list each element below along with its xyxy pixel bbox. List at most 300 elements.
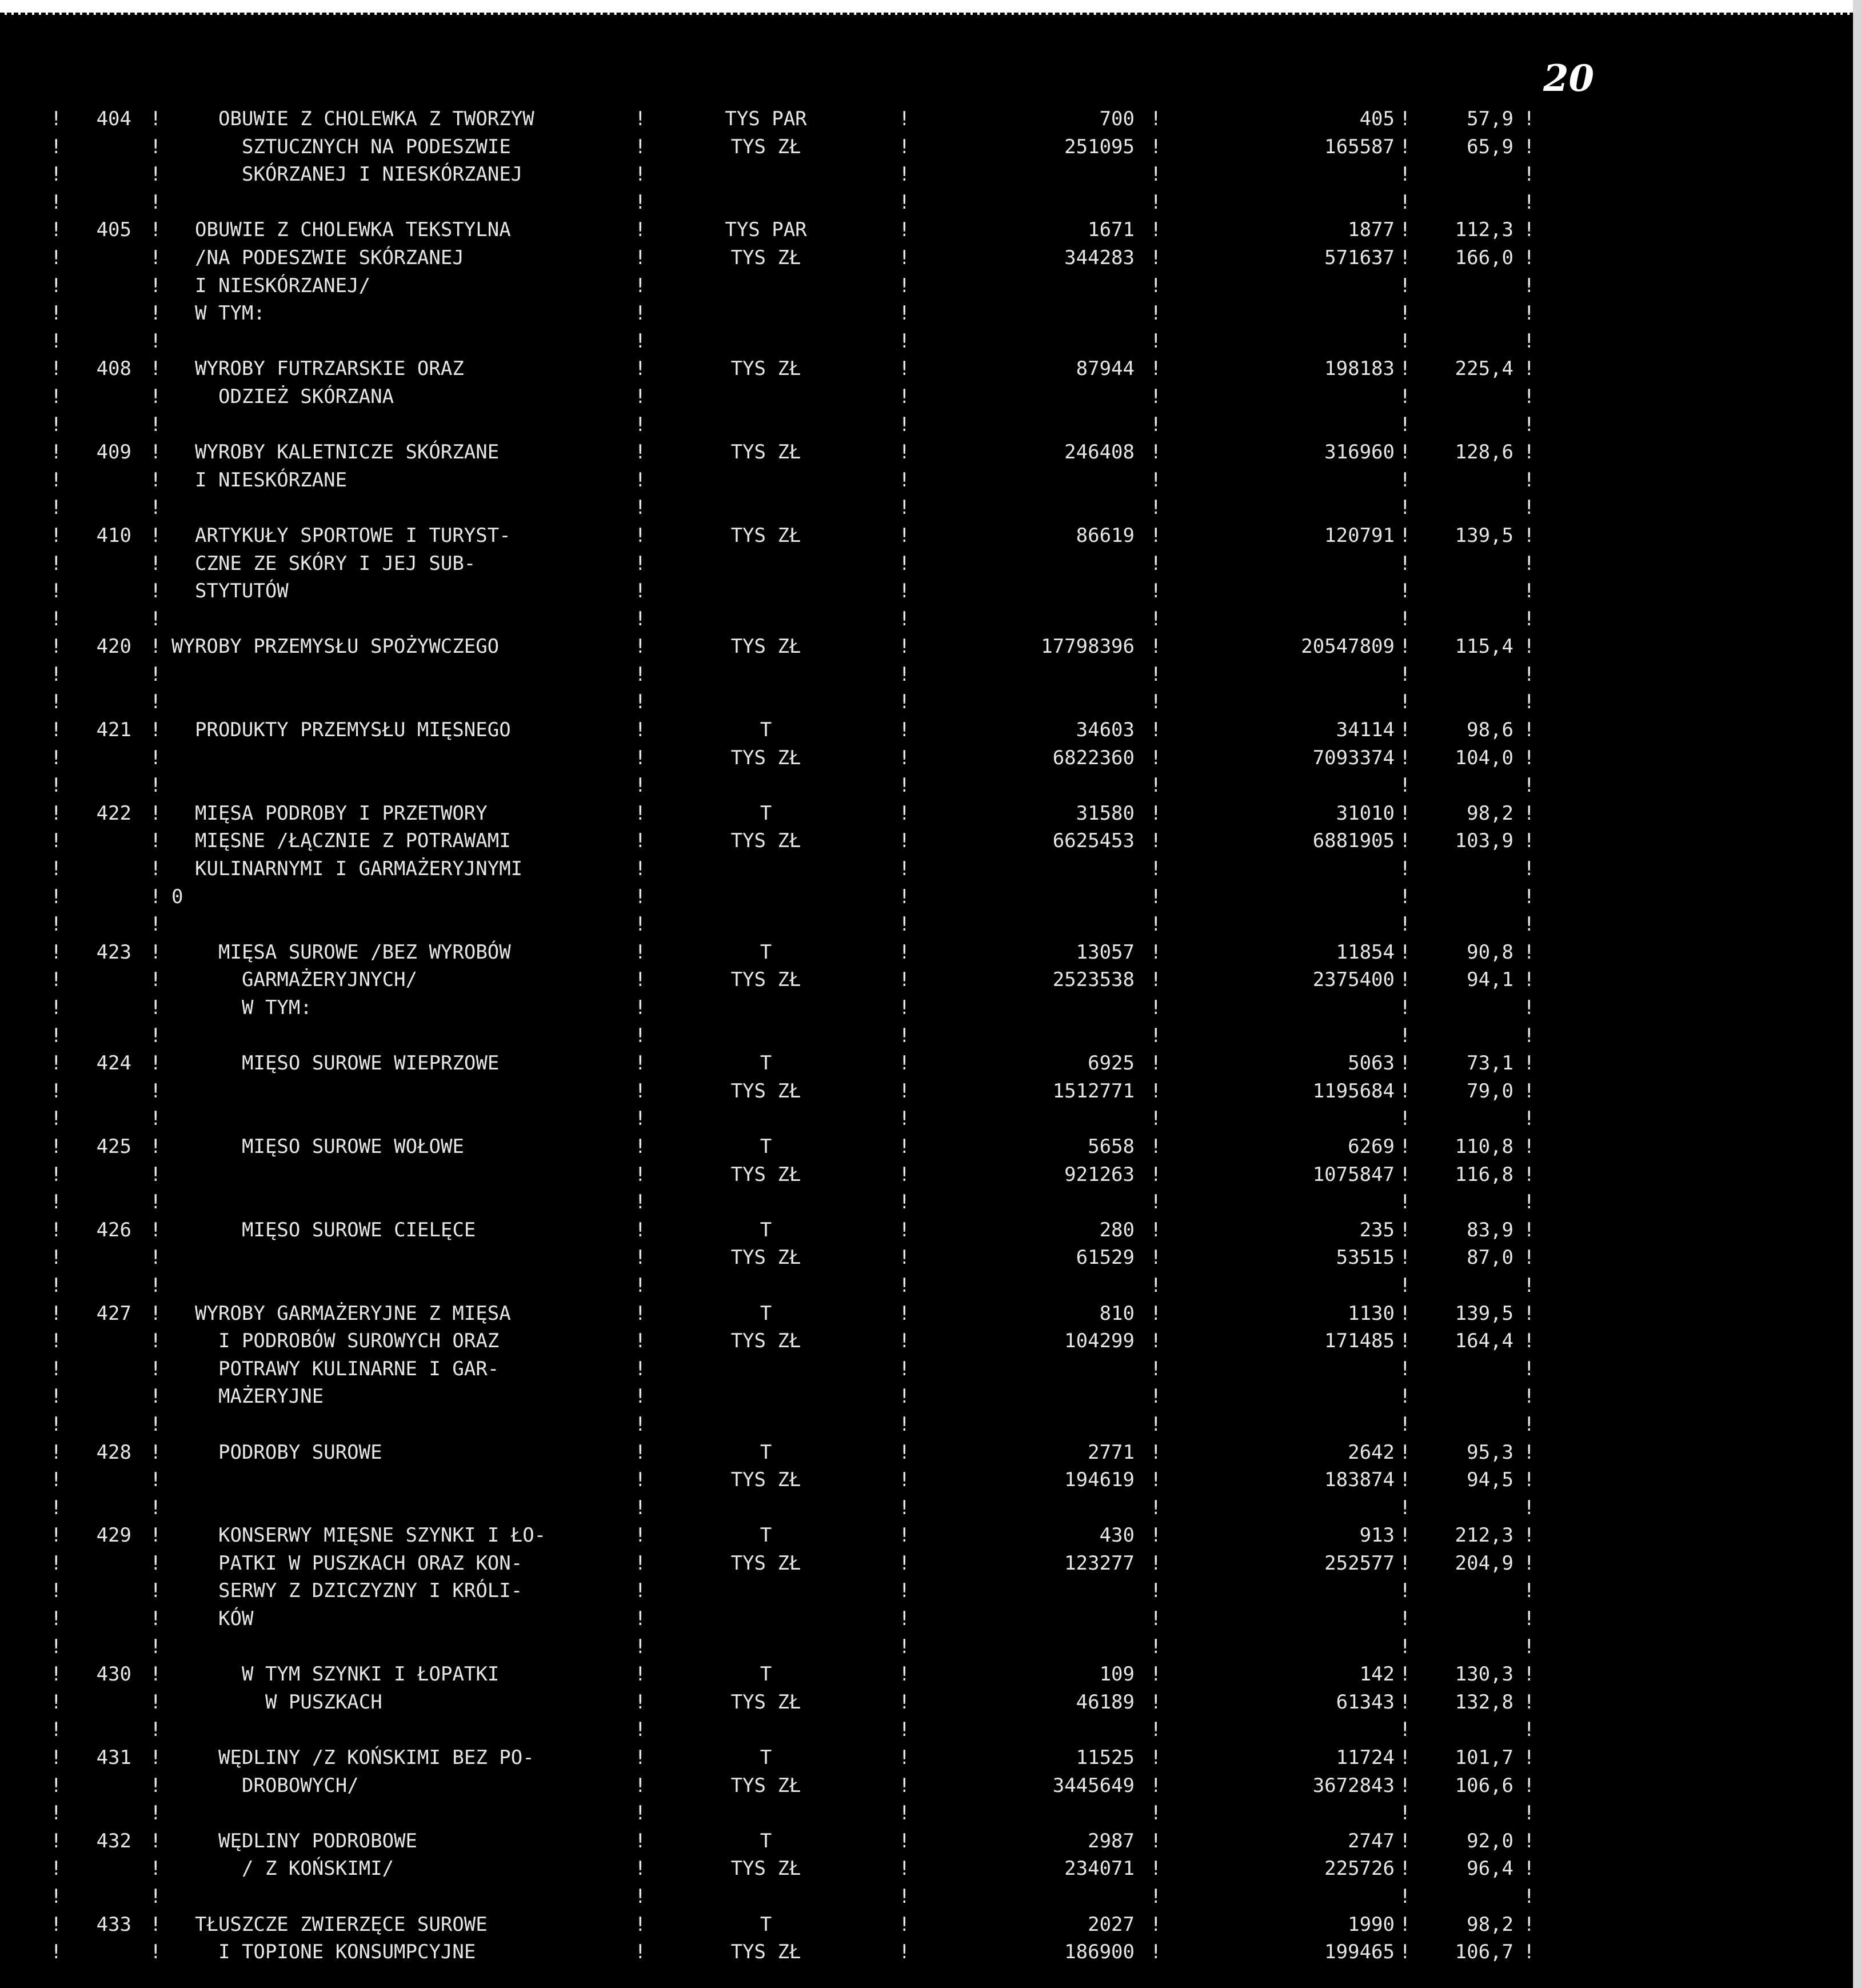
value-current: 2375400 bbox=[1312, 968, 1395, 992]
value-current: 2642 bbox=[1348, 1440, 1395, 1464]
column-separator: ! bbox=[50, 1663, 62, 1686]
unit-of-measure: T bbox=[760, 1524, 772, 1547]
column-separator: ! bbox=[634, 441, 646, 464]
column-separator: ! bbox=[1399, 1246, 1411, 1270]
column-separator: ! bbox=[634, 1246, 646, 1270]
value-previous: 61529 bbox=[1076, 1246, 1135, 1270]
column-separator: ! bbox=[1150, 385, 1162, 408]
value-current: 571637 bbox=[1324, 246, 1395, 269]
column-separator: ! bbox=[634, 774, 646, 797]
unit-of-measure: T bbox=[760, 1913, 772, 1936]
column-separator: ! bbox=[50, 163, 62, 186]
index-percent: 94,1 bbox=[1467, 968, 1513, 992]
column-separator: ! bbox=[50, 1246, 62, 1270]
column-separator: ! bbox=[1399, 1774, 1411, 1797]
unit-of-measure: TYS ZŁ bbox=[730, 1079, 801, 1103]
value-current: 316960 bbox=[1324, 441, 1395, 464]
column-separator: ! bbox=[150, 829, 162, 853]
index-percent: 73,1 bbox=[1467, 1052, 1513, 1075]
column-separator: ! bbox=[1399, 1107, 1411, 1131]
table-row bbox=[0, 411, 1555, 439]
table-row bbox=[0, 1355, 1555, 1383]
column-separator: ! bbox=[50, 1913, 62, 1936]
column-separator: ! bbox=[898, 1468, 910, 1492]
table-row bbox=[0, 994, 1555, 1022]
column-separator: ! bbox=[50, 524, 62, 547]
table-row bbox=[0, 466, 1555, 494]
column-separator: ! bbox=[1523, 1052, 1535, 1075]
value-current: 1075847 bbox=[1312, 1163, 1395, 1186]
table-row bbox=[0, 1744, 1555, 1772]
column-separator: ! bbox=[1523, 1579, 1535, 1603]
column-separator: ! bbox=[1399, 468, 1411, 492]
column-separator: ! bbox=[1399, 662, 1411, 686]
column-separator: ! bbox=[634, 1274, 646, 1297]
value-current: 405 bbox=[1359, 107, 1395, 130]
column-separator: ! bbox=[50, 801, 62, 825]
index-percent: 90,8 bbox=[1467, 940, 1513, 964]
value-current: 252577 bbox=[1324, 1551, 1395, 1575]
column-separator: ! bbox=[1399, 1052, 1411, 1075]
column-separator: ! bbox=[634, 1330, 646, 1353]
column-separator: ! bbox=[1150, 1690, 1162, 1714]
column-separator: ! bbox=[1523, 1718, 1535, 1742]
column-separator: ! bbox=[1150, 829, 1162, 853]
value-previous: 700 bbox=[1099, 107, 1135, 130]
item-number: 425 bbox=[96, 1135, 131, 1158]
unit-of-measure: TYS ZŁ bbox=[730, 524, 801, 547]
column-separator: ! bbox=[50, 1524, 62, 1547]
page-top-edge bbox=[0, 0, 1861, 15]
unit-of-measure: T bbox=[760, 718, 772, 742]
item-name: WYROBY FUTRZARSKIE ORAZ bbox=[195, 357, 464, 381]
column-separator: ! bbox=[898, 1829, 910, 1853]
table-row bbox=[0, 716, 1555, 744]
column-separator: ! bbox=[898, 607, 910, 630]
item-name: W TYM SZYNKI I ŁOPATKI bbox=[242, 1663, 500, 1686]
column-separator: ! bbox=[1523, 1246, 1535, 1270]
unit-of-measure: TYS ZŁ bbox=[730, 1468, 801, 1492]
column-separator: ! bbox=[634, 135, 646, 158]
value-current: 1990 bbox=[1348, 1913, 1395, 1936]
column-separator: ! bbox=[634, 1829, 646, 1853]
column-separator: ! bbox=[150, 1607, 162, 1631]
column-separator: ! bbox=[1523, 302, 1535, 325]
column-separator: ! bbox=[1399, 552, 1411, 575]
column-separator: ! bbox=[1150, 1524, 1162, 1547]
column-separator: ! bbox=[150, 718, 162, 742]
column-separator: ! bbox=[150, 1357, 162, 1380]
column-separator: ! bbox=[1523, 385, 1535, 408]
column-separator: ! bbox=[1150, 1079, 1162, 1103]
column-separator: ! bbox=[1150, 1885, 1162, 1908]
table-row bbox=[0, 550, 1555, 578]
column-separator: ! bbox=[1399, 801, 1411, 825]
column-separator: ! bbox=[898, 218, 910, 242]
column-separator: ! bbox=[1523, 1385, 1535, 1408]
column-separator: ! bbox=[1523, 1829, 1535, 1853]
column-separator: ! bbox=[1399, 1412, 1411, 1436]
column-separator: ! bbox=[898, 885, 910, 908]
table-row bbox=[0, 1883, 1555, 1911]
item-number: 405 bbox=[96, 218, 131, 242]
value-current: 199465 bbox=[1324, 1941, 1395, 1964]
unit-of-measure: TYS ZŁ bbox=[730, 1163, 801, 1186]
column-separator: ! bbox=[898, 718, 910, 742]
column-separator: ! bbox=[50, 1163, 62, 1186]
column-separator: ! bbox=[898, 1191, 910, 1214]
column-separator: ! bbox=[1523, 329, 1535, 353]
table-row bbox=[0, 1244, 1555, 1272]
table-row bbox=[0, 1550, 1555, 1578]
column-separator: ! bbox=[50, 190, 62, 214]
column-separator: ! bbox=[634, 357, 646, 381]
column-separator: ! bbox=[634, 968, 646, 992]
index-percent: 130,3 bbox=[1455, 1663, 1513, 1686]
column-separator: ! bbox=[1150, 913, 1162, 936]
value-previous: 1512771 bbox=[1052, 1079, 1135, 1103]
table-row bbox=[0, 772, 1555, 800]
column-separator: ! bbox=[1399, 718, 1411, 742]
column-separator: ! bbox=[1150, 1607, 1162, 1631]
column-separator: ! bbox=[50, 218, 62, 242]
value-previous: 186900 bbox=[1064, 1941, 1135, 1964]
value-previous: 5658 bbox=[1088, 1135, 1135, 1158]
column-separator: ! bbox=[1399, 1829, 1411, 1853]
column-separator: ! bbox=[50, 996, 62, 1019]
column-separator: ! bbox=[1523, 107, 1535, 130]
column-separator: ! bbox=[898, 496, 910, 520]
table-row bbox=[0, 1188, 1555, 1216]
column-separator: ! bbox=[150, 274, 162, 297]
item-name: MIĘSA PODROBY I PRZETWORY bbox=[195, 801, 488, 825]
table-row bbox=[0, 855, 1555, 883]
column-separator: ! bbox=[898, 413, 910, 436]
item-name: MIĘSO SUROWE WOŁOWE bbox=[242, 1135, 464, 1158]
column-separator: ! bbox=[1150, 1635, 1162, 1658]
column-separator: ! bbox=[150, 1857, 162, 1881]
column-separator: ! bbox=[1150, 329, 1162, 353]
column-separator: ! bbox=[1399, 441, 1411, 464]
column-separator: ! bbox=[50, 1635, 62, 1658]
item-name: PATKI W PUSZKACH ORAZ KON- bbox=[218, 1551, 523, 1575]
column-separator: ! bbox=[1399, 1857, 1411, 1881]
value-previous: 123277 bbox=[1064, 1551, 1135, 1575]
column-separator: ! bbox=[634, 1412, 646, 1436]
column-separator: ! bbox=[50, 302, 62, 325]
column-separator: ! bbox=[898, 1079, 910, 1103]
column-separator: ! bbox=[50, 774, 62, 797]
column-separator: ! bbox=[1150, 1163, 1162, 1186]
column-separator: ! bbox=[898, 801, 910, 825]
item-name: W TYM: bbox=[242, 996, 312, 1019]
item-name: 0 bbox=[171, 885, 183, 908]
column-separator: ! bbox=[898, 1274, 910, 1297]
column-separator: ! bbox=[634, 1163, 646, 1186]
column-separator: ! bbox=[1523, 274, 1535, 297]
column-separator: ! bbox=[1150, 718, 1162, 742]
table-row bbox=[0, 1605, 1555, 1633]
column-separator: ! bbox=[1150, 1330, 1162, 1353]
value-current: 11854 bbox=[1336, 940, 1395, 964]
column-separator: ! bbox=[634, 1524, 646, 1547]
index-percent: 128,6 bbox=[1455, 441, 1513, 464]
column-separator: ! bbox=[50, 1107, 62, 1131]
value-current: 34114 bbox=[1336, 718, 1395, 742]
column-separator: ! bbox=[634, 1440, 646, 1464]
value-previous: 2987 bbox=[1088, 1829, 1135, 1853]
item-number: 423 bbox=[96, 940, 131, 964]
unit-of-measure: T bbox=[760, 1302, 772, 1325]
column-separator: ! bbox=[1523, 774, 1535, 797]
column-separator: ! bbox=[634, 1079, 646, 1103]
column-separator: ! bbox=[898, 1052, 910, 1075]
column-separator: ! bbox=[1523, 968, 1535, 992]
item-name: GARMAŻERYJNYCH/ bbox=[242, 968, 418, 992]
column-separator: ! bbox=[150, 107, 162, 130]
column-separator: ! bbox=[1523, 1107, 1535, 1131]
column-separator: ! bbox=[150, 913, 162, 936]
column-separator: ! bbox=[150, 1885, 162, 1908]
column-separator: ! bbox=[150, 774, 162, 797]
column-separator: ! bbox=[1150, 968, 1162, 992]
column-separator: ! bbox=[1523, 1191, 1535, 1214]
item-number: 432 bbox=[96, 1829, 131, 1853]
column-separator: ! bbox=[634, 940, 646, 964]
column-separator: ! bbox=[898, 357, 910, 381]
value-current: 11724 bbox=[1336, 1746, 1395, 1770]
item-number: 404 bbox=[96, 107, 131, 130]
value-previous: 13057 bbox=[1076, 940, 1135, 964]
column-separator: ! bbox=[898, 1579, 910, 1603]
item-name: I PODROBÓW SUROWYCH ORAZ bbox=[218, 1330, 500, 1353]
column-separator: ! bbox=[150, 1579, 162, 1603]
item-name: I TOPIONE KONSUMPCYJNE bbox=[218, 1941, 476, 1964]
column-separator: ! bbox=[1399, 190, 1411, 214]
column-separator: ! bbox=[634, 1107, 646, 1131]
column-separator: ! bbox=[1150, 496, 1162, 520]
column-separator: ! bbox=[1399, 635, 1411, 658]
column-separator: ! bbox=[150, 1052, 162, 1075]
column-separator: ! bbox=[1150, 1107, 1162, 1131]
column-separator: ! bbox=[1523, 246, 1535, 269]
table-row bbox=[0, 1522, 1555, 1550]
column-separator: ! bbox=[898, 1690, 910, 1714]
column-separator: ! bbox=[50, 1357, 62, 1380]
item-number: 430 bbox=[96, 1663, 131, 1686]
value-previous: 280 bbox=[1099, 1218, 1135, 1241]
column-separator: ! bbox=[1150, 857, 1162, 881]
item-name: ODZIEŻ SKÓRZANA bbox=[218, 385, 394, 408]
column-separator: ! bbox=[50, 1885, 62, 1908]
column-separator: ! bbox=[898, 302, 910, 325]
item-number: 428 bbox=[96, 1440, 131, 1464]
index-percent: 98,6 bbox=[1467, 718, 1513, 742]
column-separator: ! bbox=[50, 357, 62, 381]
column-separator: ! bbox=[1523, 1218, 1535, 1241]
column-separator: ! bbox=[1399, 746, 1411, 769]
index-percent: 104,0 bbox=[1455, 746, 1513, 769]
column-separator: ! bbox=[1523, 1607, 1535, 1631]
column-separator: ! bbox=[1523, 829, 1535, 853]
column-separator: ! bbox=[1399, 1579, 1411, 1603]
column-separator: ! bbox=[50, 857, 62, 881]
column-separator: ! bbox=[1150, 107, 1162, 130]
column-separator: ! bbox=[1523, 1913, 1535, 1936]
item-name: WĘDLINY /Z KOŃSKIMI BEZ PO- bbox=[218, 1746, 534, 1770]
item-name: OBUWIE Z CHOLEWKA Z TWORZYW bbox=[218, 107, 534, 130]
table-row bbox=[0, 1272, 1555, 1300]
column-separator: ! bbox=[634, 329, 646, 353]
column-separator: ! bbox=[50, 441, 62, 464]
value-previous: 31580 bbox=[1076, 801, 1135, 825]
column-separator: ! bbox=[50, 580, 62, 603]
column-separator: ! bbox=[634, 1635, 646, 1658]
column-separator: ! bbox=[50, 913, 62, 936]
value-previous: 2771 bbox=[1088, 1440, 1135, 1464]
value-current: 6269 bbox=[1348, 1135, 1395, 1158]
column-separator: ! bbox=[150, 968, 162, 992]
column-separator: ! bbox=[634, 496, 646, 520]
column-separator: ! bbox=[634, 1913, 646, 1936]
index-percent: 98,2 bbox=[1467, 1913, 1513, 1936]
column-separator: ! bbox=[1150, 1024, 1162, 1047]
column-separator: ! bbox=[898, 1024, 910, 1047]
column-separator: ! bbox=[1523, 1357, 1535, 1380]
column-separator: ! bbox=[150, 1135, 162, 1158]
value-previous: 86619 bbox=[1076, 524, 1135, 547]
column-separator: ! bbox=[150, 1829, 162, 1853]
table-row bbox=[0, 1716, 1555, 1744]
column-separator: ! bbox=[1523, 135, 1535, 158]
item-name: SKÓRZANEJ I NIESKÓRZANEJ bbox=[242, 163, 523, 186]
column-separator: ! bbox=[1150, 885, 1162, 908]
column-separator: ! bbox=[1523, 1496, 1535, 1519]
statistics-table bbox=[0, 105, 1555, 1966]
value-previous: 34603 bbox=[1076, 718, 1135, 742]
column-separator: ! bbox=[1523, 441, 1535, 464]
column-separator: ! bbox=[898, 1357, 910, 1380]
column-separator: ! bbox=[1150, 940, 1162, 964]
column-separator: ! bbox=[898, 1107, 910, 1131]
column-separator: ! bbox=[898, 190, 910, 214]
column-separator: ! bbox=[150, 1774, 162, 1797]
column-separator: ! bbox=[634, 662, 646, 686]
table-row bbox=[0, 272, 1555, 300]
value-previous: 430 bbox=[1099, 1524, 1135, 1547]
column-separator: ! bbox=[898, 1607, 910, 1631]
column-separator: ! bbox=[1523, 218, 1535, 242]
column-separator: ! bbox=[898, 441, 910, 464]
column-separator: ! bbox=[1150, 274, 1162, 297]
column-separator: ! bbox=[1150, 135, 1162, 158]
value-current: 171485 bbox=[1324, 1330, 1395, 1353]
column-separator: ! bbox=[150, 524, 162, 547]
column-separator: ! bbox=[1399, 496, 1411, 520]
column-separator: ! bbox=[1523, 1941, 1535, 1964]
table-row bbox=[0, 1772, 1555, 1800]
column-separator: ! bbox=[50, 1607, 62, 1631]
index-percent: 57,9 bbox=[1467, 107, 1513, 130]
column-separator: ! bbox=[1399, 1718, 1411, 1742]
column-separator: ! bbox=[1150, 1579, 1162, 1603]
column-separator: ! bbox=[50, 1191, 62, 1214]
column-separator: ! bbox=[150, 607, 162, 630]
column-separator: ! bbox=[50, 385, 62, 408]
column-separator: ! bbox=[150, 885, 162, 908]
column-separator: ! bbox=[1150, 580, 1162, 603]
column-separator: ! bbox=[150, 996, 162, 1019]
table-row bbox=[0, 161, 1555, 189]
table-row bbox=[0, 800, 1555, 828]
column-separator: ! bbox=[50, 1302, 62, 1325]
column-separator: ! bbox=[1523, 885, 1535, 908]
value-previous: 1671 bbox=[1088, 218, 1135, 242]
item-name: MIĘSO SUROWE WIEPRZOWE bbox=[242, 1052, 500, 1075]
value-previous: 104299 bbox=[1064, 1330, 1135, 1353]
column-separator: ! bbox=[634, 385, 646, 408]
value-previous: 921263 bbox=[1064, 1163, 1135, 1186]
column-separator: ! bbox=[898, 1496, 910, 1519]
column-separator: ! bbox=[634, 1885, 646, 1908]
column-separator: ! bbox=[1399, 1663, 1411, 1686]
column-separator: ! bbox=[1399, 1746, 1411, 1770]
column-separator: ! bbox=[50, 1802, 62, 1825]
column-separator: ! bbox=[150, 940, 162, 964]
column-separator: ! bbox=[898, 552, 910, 575]
column-separator: ! bbox=[50, 468, 62, 492]
column-separator: ! bbox=[1399, 413, 1411, 436]
column-separator: ! bbox=[1150, 1191, 1162, 1214]
column-separator: ! bbox=[634, 1579, 646, 1603]
column-separator: ! bbox=[150, 1302, 162, 1325]
value-current: 3672843 bbox=[1312, 1774, 1395, 1797]
column-separator: ! bbox=[898, 662, 910, 686]
column-separator: ! bbox=[898, 1746, 910, 1770]
column-separator: ! bbox=[1399, 274, 1411, 297]
column-separator: ! bbox=[634, 107, 646, 130]
value-current: 1877 bbox=[1348, 218, 1395, 242]
column-separator: ! bbox=[1399, 829, 1411, 853]
column-separator: ! bbox=[150, 580, 162, 603]
column-separator: ! bbox=[898, 524, 910, 547]
column-separator: ! bbox=[1399, 1885, 1411, 1908]
value-previous: 251095 bbox=[1064, 135, 1135, 158]
item-name: SZTUCZNYCH NA PODESZWIE bbox=[242, 135, 511, 158]
unit-of-measure: TYS ZŁ bbox=[730, 1690, 801, 1714]
column-separator: ! bbox=[50, 552, 62, 575]
column-separator: ! bbox=[1523, 357, 1535, 381]
value-current: 913 bbox=[1359, 1524, 1395, 1547]
item-name: /NA PODESZWIE SKÓRZANEJ bbox=[195, 246, 464, 269]
table-row bbox=[0, 1827, 1555, 1855]
index-percent: 139,5 bbox=[1455, 1302, 1513, 1325]
item-name: KONSERWY MIĘSNE SZYNKI I ŁO- bbox=[218, 1524, 546, 1547]
column-separator: ! bbox=[1150, 413, 1162, 436]
column-separator: ! bbox=[1399, 246, 1411, 269]
value-previous: 234071 bbox=[1064, 1857, 1135, 1881]
column-separator: ! bbox=[1150, 1440, 1162, 1464]
value-current: 142 bbox=[1359, 1663, 1395, 1686]
column-separator: ! bbox=[634, 1052, 646, 1075]
column-separator: ! bbox=[898, 1330, 910, 1353]
column-separator: ! bbox=[634, 885, 646, 908]
value-current: 2747 bbox=[1348, 1829, 1395, 1853]
column-separator: ! bbox=[1399, 1607, 1411, 1631]
table-row bbox=[0, 883, 1555, 911]
column-separator: ! bbox=[898, 857, 910, 881]
column-separator: ! bbox=[898, 1551, 910, 1575]
